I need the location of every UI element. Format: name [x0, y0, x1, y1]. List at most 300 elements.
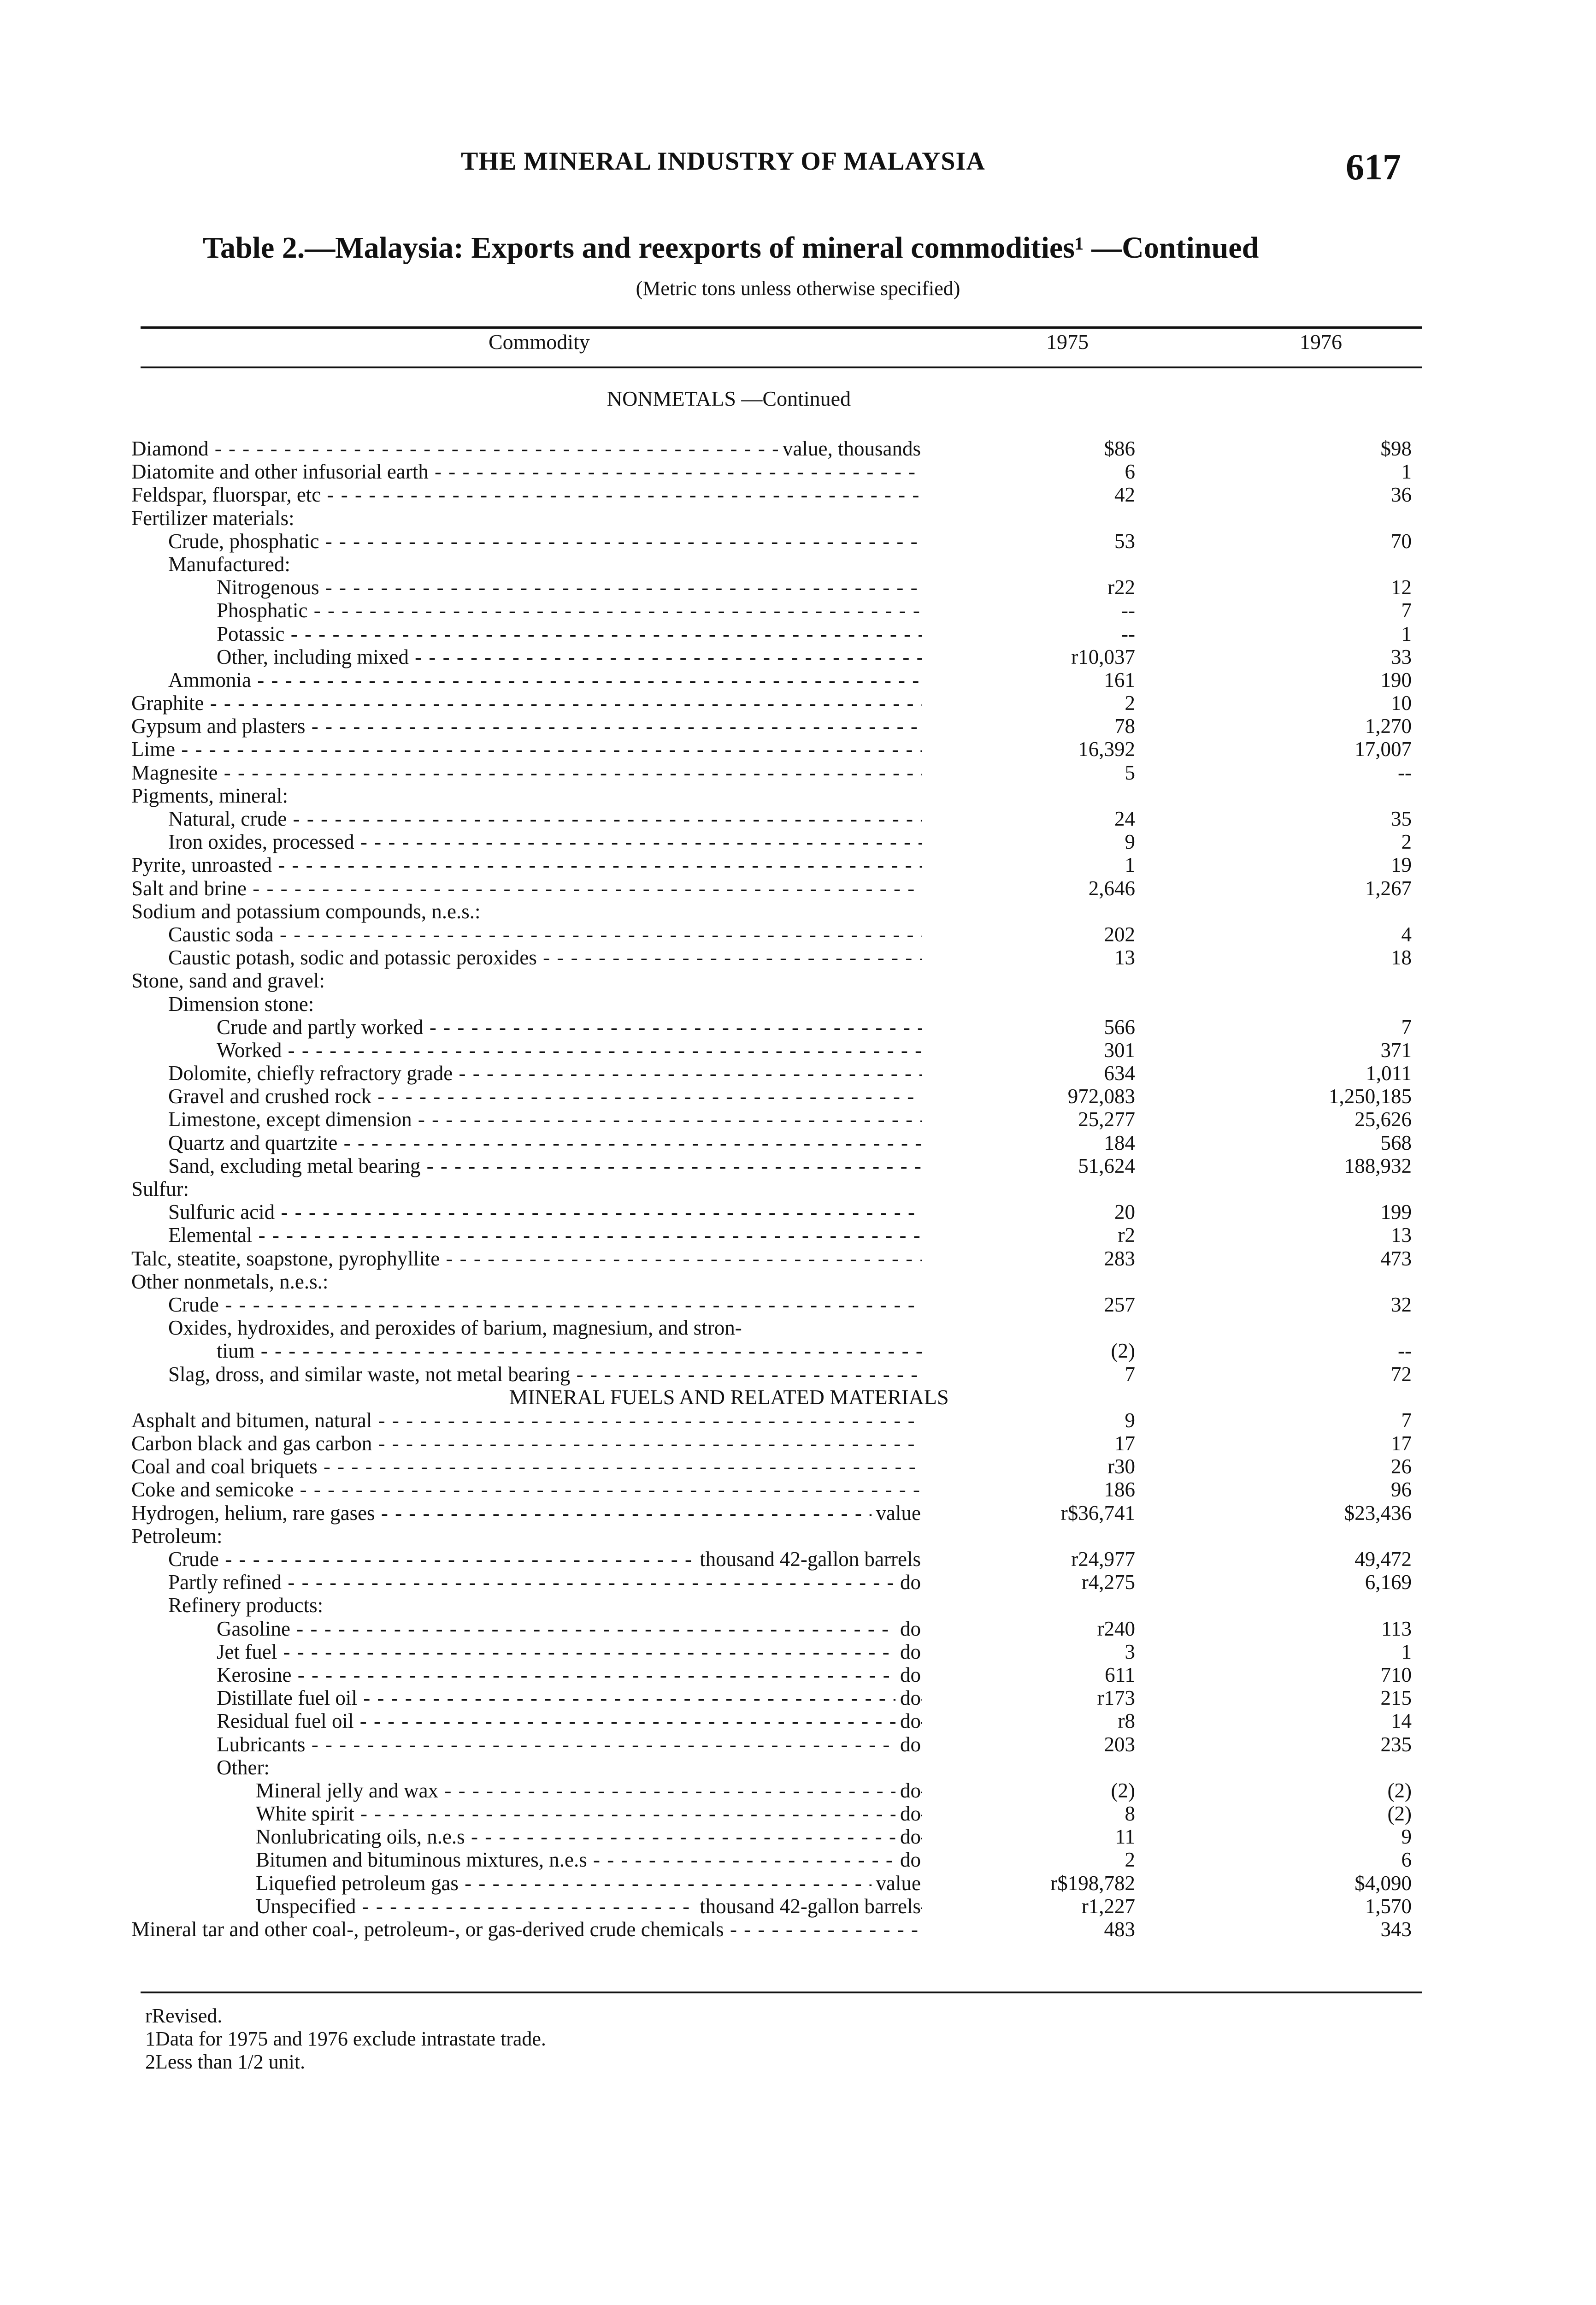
- row-label-text: Magnesite: [131, 761, 218, 784]
- table-row: [0, 1779, 1596, 1802]
- row-label-text: Talc, steatite, soapstone, pyrophyllite: [131, 1247, 440, 1270]
- row-label-text: Partly refined: [168, 1571, 282, 1594]
- row-label-text: Other, including mixed: [217, 645, 409, 668]
- value-1975: r10,037: [1071, 645, 1135, 668]
- value-1976: 13: [1391, 1223, 1412, 1247]
- row-label-text: Bitumen and bituminous mixtures, n.e.s: [256, 1848, 587, 1872]
- row-label: [131, 1501, 922, 1525]
- row-label: [217, 1039, 922, 1062]
- table-row: [0, 1686, 1596, 1709]
- value-1975: 301: [1104, 1038, 1135, 1062]
- table-bottom-rule: [141, 1992, 1422, 1993]
- table-row: [0, 1640, 1596, 1663]
- row-label: [131, 1409, 922, 1432]
- row-label: [168, 946, 922, 969]
- table-row: [0, 1525, 1596, 1548]
- row-label-text: Liquefied petroleum gas: [256, 1871, 459, 1895]
- table-row: [0, 1617, 1596, 1640]
- row-unit: do: [895, 1848, 921, 1871]
- value-1976: 32: [1391, 1293, 1412, 1316]
- value-1975: r2: [1118, 1223, 1135, 1247]
- row-label: [131, 784, 922, 807]
- row-label-text: Slag, dross, and similar waste, not metal bearing: [168, 1362, 571, 1386]
- value-1976: 1: [1401, 460, 1412, 484]
- value-1975: 11: [1115, 1825, 1135, 1849]
- row-label-text: Iron oxides, processed: [168, 830, 354, 854]
- row-unit: do: [895, 1733, 921, 1756]
- value-1976: 188,932: [1344, 1154, 1412, 1177]
- value-1975: 161: [1104, 668, 1135, 692]
- row-label-text: Potassic: [217, 622, 285, 645]
- row-label-text: Nonlubricating oils, n.e.s: [256, 1825, 465, 1849]
- table-row: [0, 1339, 1596, 1362]
- row-label: [217, 622, 922, 645]
- value-1975: 483: [1104, 1918, 1135, 1941]
- value-1976: 1,270: [1365, 715, 1412, 738]
- row-label-text: Quartz and quartzite: [168, 1131, 338, 1154]
- table-row: [0, 1247, 1596, 1270]
- value-1976: 70: [1391, 529, 1412, 553]
- value-1975: 203: [1104, 1732, 1135, 1756]
- row-label-text: Manufactured:: [168, 552, 290, 576]
- table-row: [0, 1363, 1596, 1386]
- row-unit: value, thousands: [778, 437, 921, 460]
- value-1976: 33: [1391, 645, 1412, 668]
- value-1975: --: [1121, 599, 1135, 622]
- row-label-text: Unspecified: [256, 1894, 356, 1918]
- row-label: [217, 1339, 922, 1362]
- row-label-text: Diatomite and other infusorial earth: [131, 460, 429, 484]
- table-row: [0, 993, 1596, 1016]
- row-label: [256, 1825, 922, 1848]
- value-1975: 24: [1114, 807, 1135, 830]
- value-1976: 568: [1380, 1131, 1412, 1154]
- table-row: [0, 1872, 1596, 1895]
- table-row: [0, 1709, 1596, 1732]
- value-1975: 5: [1125, 761, 1135, 784]
- row-label: [168, 1131, 922, 1154]
- row-label-text: Other:: [217, 1755, 270, 1779]
- value-1976: 1,267: [1365, 876, 1412, 900]
- value-1975: 25,277: [1078, 1108, 1135, 1131]
- row-label-text: Elemental: [168, 1223, 253, 1247]
- table-row: [0, 1131, 1596, 1154]
- table-row: [0, 1270, 1596, 1293]
- row-label: [256, 1848, 922, 1871]
- row-label-text: Carbon black and gas carbon: [131, 1432, 372, 1455]
- table-row: [0, 1571, 1596, 1594]
- row-label: [131, 1478, 922, 1501]
- value-1976: 215: [1380, 1686, 1412, 1710]
- table-row: [0, 1039, 1596, 1062]
- value-1976: 35: [1391, 807, 1412, 830]
- value-1975: r1,227: [1081, 1894, 1135, 1918]
- row-label-text: Kerosine: [217, 1663, 292, 1686]
- value-1975: 17: [1114, 1432, 1135, 1455]
- row-unit: do: [895, 1571, 921, 1594]
- value-1975: 611: [1105, 1663, 1135, 1686]
- row-label-text: Graphite: [131, 692, 204, 715]
- table-row: [0, 715, 1596, 738]
- table-row: [0, 1733, 1596, 1756]
- row-label-text: Jet fuel: [217, 1640, 277, 1663]
- row-label: [131, 1525, 922, 1548]
- row-label-text: Sand, excluding metal bearing: [168, 1154, 421, 1177]
- value-1976: 72: [1391, 1362, 1412, 1386]
- value-1975: r22: [1107, 576, 1135, 599]
- row-label: [168, 830, 922, 853]
- value-1976: 12: [1391, 576, 1412, 599]
- row-label: [168, 1200, 922, 1223]
- row-label-text: Caustic potash, sodic and potassic peroxides: [168, 946, 537, 969]
- value-1975: 7: [1125, 1362, 1135, 1386]
- row-label-text: Dolomite, chiefly refractory grade: [168, 1062, 453, 1085]
- row-label: [168, 1316, 922, 1339]
- row-label: [217, 1016, 922, 1039]
- row-label: [131, 1177, 922, 1200]
- table-row: [0, 1918, 1596, 1941]
- row-label: [168, 807, 922, 830]
- value-1976: $23,436: [1344, 1501, 1412, 1525]
- value-1976: 36: [1391, 483, 1412, 507]
- row-label: [217, 599, 922, 622]
- value-1976: (2): [1387, 1779, 1412, 1802]
- row-label-text: Lime: [131, 738, 175, 761]
- value-1976: 1,570: [1365, 1894, 1412, 1918]
- value-1976: 25,626: [1355, 1108, 1412, 1131]
- row-label-text: tium: [217, 1339, 255, 1363]
- running-title: THE MINERAL INDUSTRY OF MALAYSIA: [461, 147, 985, 176]
- row-label-text: Feldspar, fluorspar, etc: [131, 483, 321, 507]
- row-unit: thousand 42-gallon barrels: [695, 1895, 921, 1918]
- value-1976: 1,011: [1366, 1062, 1412, 1085]
- table-row: [0, 1663, 1596, 1686]
- value-1976: $98: [1380, 437, 1412, 460]
- row-label: [131, 483, 922, 506]
- table-row: [0, 692, 1596, 715]
- value-1975: r240: [1097, 1617, 1135, 1640]
- row-label: [168, 1594, 922, 1617]
- row-label-text: Gypsum and plasters: [131, 715, 306, 738]
- value-1976: 710: [1380, 1663, 1412, 1686]
- row-label-text: Stone, sand and gravel:: [131, 969, 325, 993]
- value-1975: r173: [1097, 1686, 1135, 1710]
- row-label: [168, 530, 922, 553]
- row-label-text: White spirit: [256, 1802, 354, 1826]
- value-1976: 2: [1401, 830, 1412, 854]
- value-1976: 17,007: [1355, 738, 1412, 761]
- row-label: [168, 1085, 922, 1108]
- row-label: [217, 1640, 922, 1663]
- value-1975: 8: [1125, 1802, 1135, 1826]
- table-row: [0, 1223, 1596, 1247]
- table-row: [0, 1108, 1596, 1131]
- row-label: [168, 1154, 922, 1177]
- table-row: [0, 1177, 1596, 1200]
- value-1975: 2,646: [1088, 876, 1135, 900]
- value-1976: 190: [1380, 668, 1412, 692]
- value-1975: 9: [1125, 830, 1135, 854]
- row-unit: do: [895, 1709, 921, 1732]
- row-label: [168, 1062, 922, 1085]
- row-label: [256, 1872, 922, 1895]
- value-1975: --: [1121, 622, 1135, 645]
- value-1976: $4,090: [1355, 1871, 1412, 1895]
- row-label-text: Sulfur:: [131, 1177, 189, 1200]
- row-label: [168, 923, 922, 946]
- table-top-rule: [141, 326, 1422, 329]
- row-label-text: Pyrite, unroasted: [131, 853, 272, 877]
- row-label-text: Mineral tar and other coal-, petroleum-, or gas-derived crude chemicals: [131, 1918, 724, 1941]
- value-1976: --: [1398, 761, 1412, 784]
- table-row: [0, 1432, 1596, 1455]
- value-1976: (2): [1387, 1802, 1412, 1826]
- row-label: [217, 1733, 922, 1756]
- value-1976: 473: [1380, 1247, 1412, 1270]
- table-row: [0, 1548, 1596, 1571]
- row-label: [131, 1918, 922, 1941]
- row-label-text: Distillate fuel oil: [217, 1686, 357, 1710]
- value-1975: 634: [1104, 1062, 1135, 1085]
- value-1976: 14: [1391, 1709, 1412, 1733]
- column-header-1975: 1975: [1046, 330, 1089, 354]
- row-label: [217, 1663, 922, 1686]
- row-unit: do: [895, 1825, 921, 1848]
- row-label: [217, 645, 922, 668]
- row-label-text: Nitrogenous: [217, 576, 319, 599]
- row-label: [168, 1571, 922, 1594]
- row-label-text: Sulfuric acid: [168, 1200, 275, 1224]
- table-subtitle: (Metric tons unless otherwise specified): [636, 277, 960, 300]
- value-1975: 2: [1125, 1848, 1135, 1872]
- table-row: [0, 1478, 1596, 1501]
- value-1976: 7: [1401, 1408, 1412, 1432]
- row-label-text: Limestone, except dimension: [168, 1108, 412, 1131]
- row-label-text: Coke and semicoke: [131, 1478, 294, 1501]
- table-row: [0, 1825, 1596, 1848]
- value-1975: 13: [1114, 946, 1135, 969]
- value-1975: 9: [1125, 1408, 1135, 1432]
- value-1975: 53: [1114, 529, 1135, 553]
- value-1975: 566: [1104, 1015, 1135, 1039]
- value-1975: 184: [1104, 1131, 1135, 1154]
- value-1976: 371: [1380, 1038, 1412, 1062]
- value-1975: 283: [1104, 1247, 1135, 1270]
- table-row: [0, 599, 1596, 622]
- row-label: [168, 1223, 922, 1247]
- row-label-text: Worked: [217, 1038, 282, 1062]
- row-label-text: Hydrogen, helium, rare gases: [131, 1501, 375, 1525]
- value-1975: r8: [1118, 1709, 1135, 1733]
- value-1976: 4: [1401, 922, 1412, 946]
- row-label-text: Other nonmetals, n.e.s.:: [131, 1270, 329, 1293]
- value-1975: 78: [1114, 715, 1135, 738]
- row-label: [168, 993, 922, 1016]
- row-label-text: Diamond: [131, 437, 209, 460]
- value-1975: 6: [1125, 460, 1135, 484]
- row-label: [131, 692, 922, 715]
- table-row: [0, 877, 1596, 900]
- value-1976: 1: [1401, 1640, 1412, 1663]
- value-1975: 202: [1104, 922, 1135, 946]
- row-label: [168, 553, 922, 576]
- footnotes: [145, 2004, 546, 2074]
- value-1975: r4,275: [1081, 1571, 1135, 1594]
- table-row: [0, 1293, 1596, 1316]
- row-label: [131, 507, 922, 530]
- value-1975: 20: [1114, 1200, 1135, 1224]
- value-1976: 18: [1391, 946, 1412, 969]
- row-label: [131, 969, 922, 992]
- table-row: [0, 784, 1596, 807]
- value-1975: 42: [1114, 483, 1135, 507]
- table-row: [0, 830, 1596, 853]
- value-1976: 6,169: [1365, 1571, 1412, 1594]
- value-1975: r$198,782: [1050, 1871, 1135, 1895]
- table-row: [0, 668, 1596, 692]
- table-row: [0, 553, 1596, 576]
- row-label-text: Mineral jelly and wax: [256, 1779, 439, 1802]
- row-unit: do: [895, 1617, 921, 1640]
- table-row: [0, 761, 1596, 784]
- table-header-rule: [141, 366, 1422, 368]
- table-row: [0, 1848, 1596, 1871]
- row-label: [131, 1432, 922, 1455]
- row-unit: value: [872, 1501, 921, 1525]
- table-title: Table 2.—Malaysia: Exports and reexports of mineral commodities¹ —Continued: [203, 231, 1259, 265]
- row-label-text: Caustic soda: [168, 922, 274, 946]
- value-1976: 96: [1391, 1478, 1412, 1501]
- table-row: [0, 969, 1596, 992]
- row-label: [256, 1779, 922, 1802]
- row-label: [217, 1617, 922, 1640]
- section-heading-fuels: MINERAL FUELS AND RELATED MATERIALS: [509, 1385, 949, 1409]
- row-unit: do: [895, 1779, 921, 1802]
- row-label-text: Coal and coal briquets: [131, 1455, 318, 1478]
- table-row: [0, 807, 1596, 830]
- table-row: [0, 1455, 1596, 1478]
- row-label-text: Phosphatic: [217, 599, 308, 622]
- row-label: [131, 900, 922, 923]
- row-label: [131, 738, 922, 761]
- row-label-text: Ammonia: [168, 668, 251, 692]
- table-row: [0, 1200, 1596, 1223]
- value-1976: --: [1398, 1339, 1412, 1363]
- value-1975: 3: [1125, 1640, 1135, 1663]
- table-row: [0, 576, 1596, 599]
- value-1976: 199: [1380, 1200, 1412, 1224]
- row-label-text: Oxides, hydroxides, and peroxides of barium, magnesium, and stron-: [168, 1316, 742, 1340]
- value-1976: 26: [1391, 1455, 1412, 1478]
- row-label-text: Refinery products:: [168, 1594, 324, 1617]
- row-label-text: Crude and partly worked: [217, 1015, 424, 1039]
- table-row: [0, 1594, 1596, 1617]
- row-label-text: Residual fuel oil: [217, 1709, 354, 1733]
- table-body: [0, 437, 1596, 1941]
- row-label: [131, 853, 922, 876]
- value-1975: r$36,741: [1060, 1501, 1135, 1525]
- row-unit: thousand 42-gallon barrels: [695, 1548, 921, 1571]
- value-1976: 17: [1391, 1432, 1412, 1455]
- value-1975: 186: [1104, 1478, 1135, 1501]
- row-label: [131, 1455, 922, 1478]
- row-label: [131, 877, 922, 900]
- table-row: [0, 645, 1596, 668]
- value-1975: $86: [1104, 437, 1135, 460]
- value-1976: 19: [1391, 853, 1412, 877]
- table-row: [0, 437, 1596, 460]
- row-label-text: Salt and brine: [131, 876, 247, 900]
- table-row: [0, 853, 1596, 876]
- row-label: [217, 1756, 922, 1779]
- table-row: [0, 460, 1596, 483]
- value-1976: 343: [1380, 1918, 1412, 1941]
- row-label: [131, 715, 922, 738]
- value-1975: (2): [1111, 1339, 1135, 1363]
- table-row: [0, 1062, 1596, 1085]
- value-1976: 235: [1380, 1732, 1412, 1756]
- table-row: [0, 530, 1596, 553]
- value-1976: 1,250,185: [1329, 1085, 1412, 1108]
- row-unit: do: [895, 1802, 921, 1825]
- table-row: [0, 1802, 1596, 1825]
- row-label: [131, 1247, 922, 1270]
- table-row: [0, 507, 1596, 530]
- value-1975: 51,624: [1078, 1154, 1135, 1177]
- table-row: [0, 622, 1596, 645]
- table-row: [0, 946, 1596, 969]
- value-1976: 1: [1401, 622, 1412, 645]
- value-1976: 7: [1401, 1015, 1412, 1039]
- table-row: [0, 923, 1596, 946]
- value-1975: 2: [1125, 692, 1135, 715]
- row-label-text: Petroleum:: [131, 1524, 223, 1548]
- value-1976: 49,472: [1355, 1548, 1412, 1571]
- row-label: [131, 761, 922, 784]
- column-header-commodity: Commodity: [489, 330, 590, 354]
- row-label-text: Crude: [168, 1548, 219, 1571]
- row-label-text: Gravel and crushed rock: [168, 1085, 372, 1108]
- row-label: [217, 576, 922, 599]
- row-label-text: Crude, phosphatic: [168, 529, 319, 553]
- table-row: [0, 1895, 1596, 1918]
- value-1975: r24,977: [1071, 1548, 1135, 1571]
- value-1976: 10: [1391, 692, 1412, 715]
- value-1975: 257: [1104, 1293, 1135, 1316]
- table-row: [0, 1154, 1596, 1177]
- value-1976: 7: [1401, 599, 1412, 622]
- footnote-intrastate: 1Data for 1975 and 1976 exclude intrastate trade.: [145, 2027, 546, 2050]
- row-label: [217, 1686, 922, 1709]
- value-1976: 6: [1401, 1848, 1412, 1872]
- row-label: [168, 1108, 922, 1131]
- row-unit: do: [895, 1686, 921, 1709]
- table-row: [0, 1501, 1596, 1525]
- row-label: [168, 1293, 922, 1316]
- table-row: [0, 483, 1596, 506]
- row-label-text: Lubricants: [217, 1732, 306, 1756]
- row-label-text: Crude: [168, 1293, 219, 1316]
- value-1976: 9: [1401, 1825, 1412, 1849]
- row-label-text: Gasoline: [217, 1617, 290, 1640]
- value-1975: 972,083: [1067, 1085, 1135, 1108]
- row-label-text: Sodium and potassium compounds, n.e.s.:: [131, 899, 481, 923]
- row-unit: value: [872, 1872, 921, 1895]
- table-row: [0, 1756, 1596, 1779]
- row-label: [256, 1802, 922, 1825]
- value-1975: r30: [1107, 1455, 1135, 1478]
- row-label: [131, 460, 922, 483]
